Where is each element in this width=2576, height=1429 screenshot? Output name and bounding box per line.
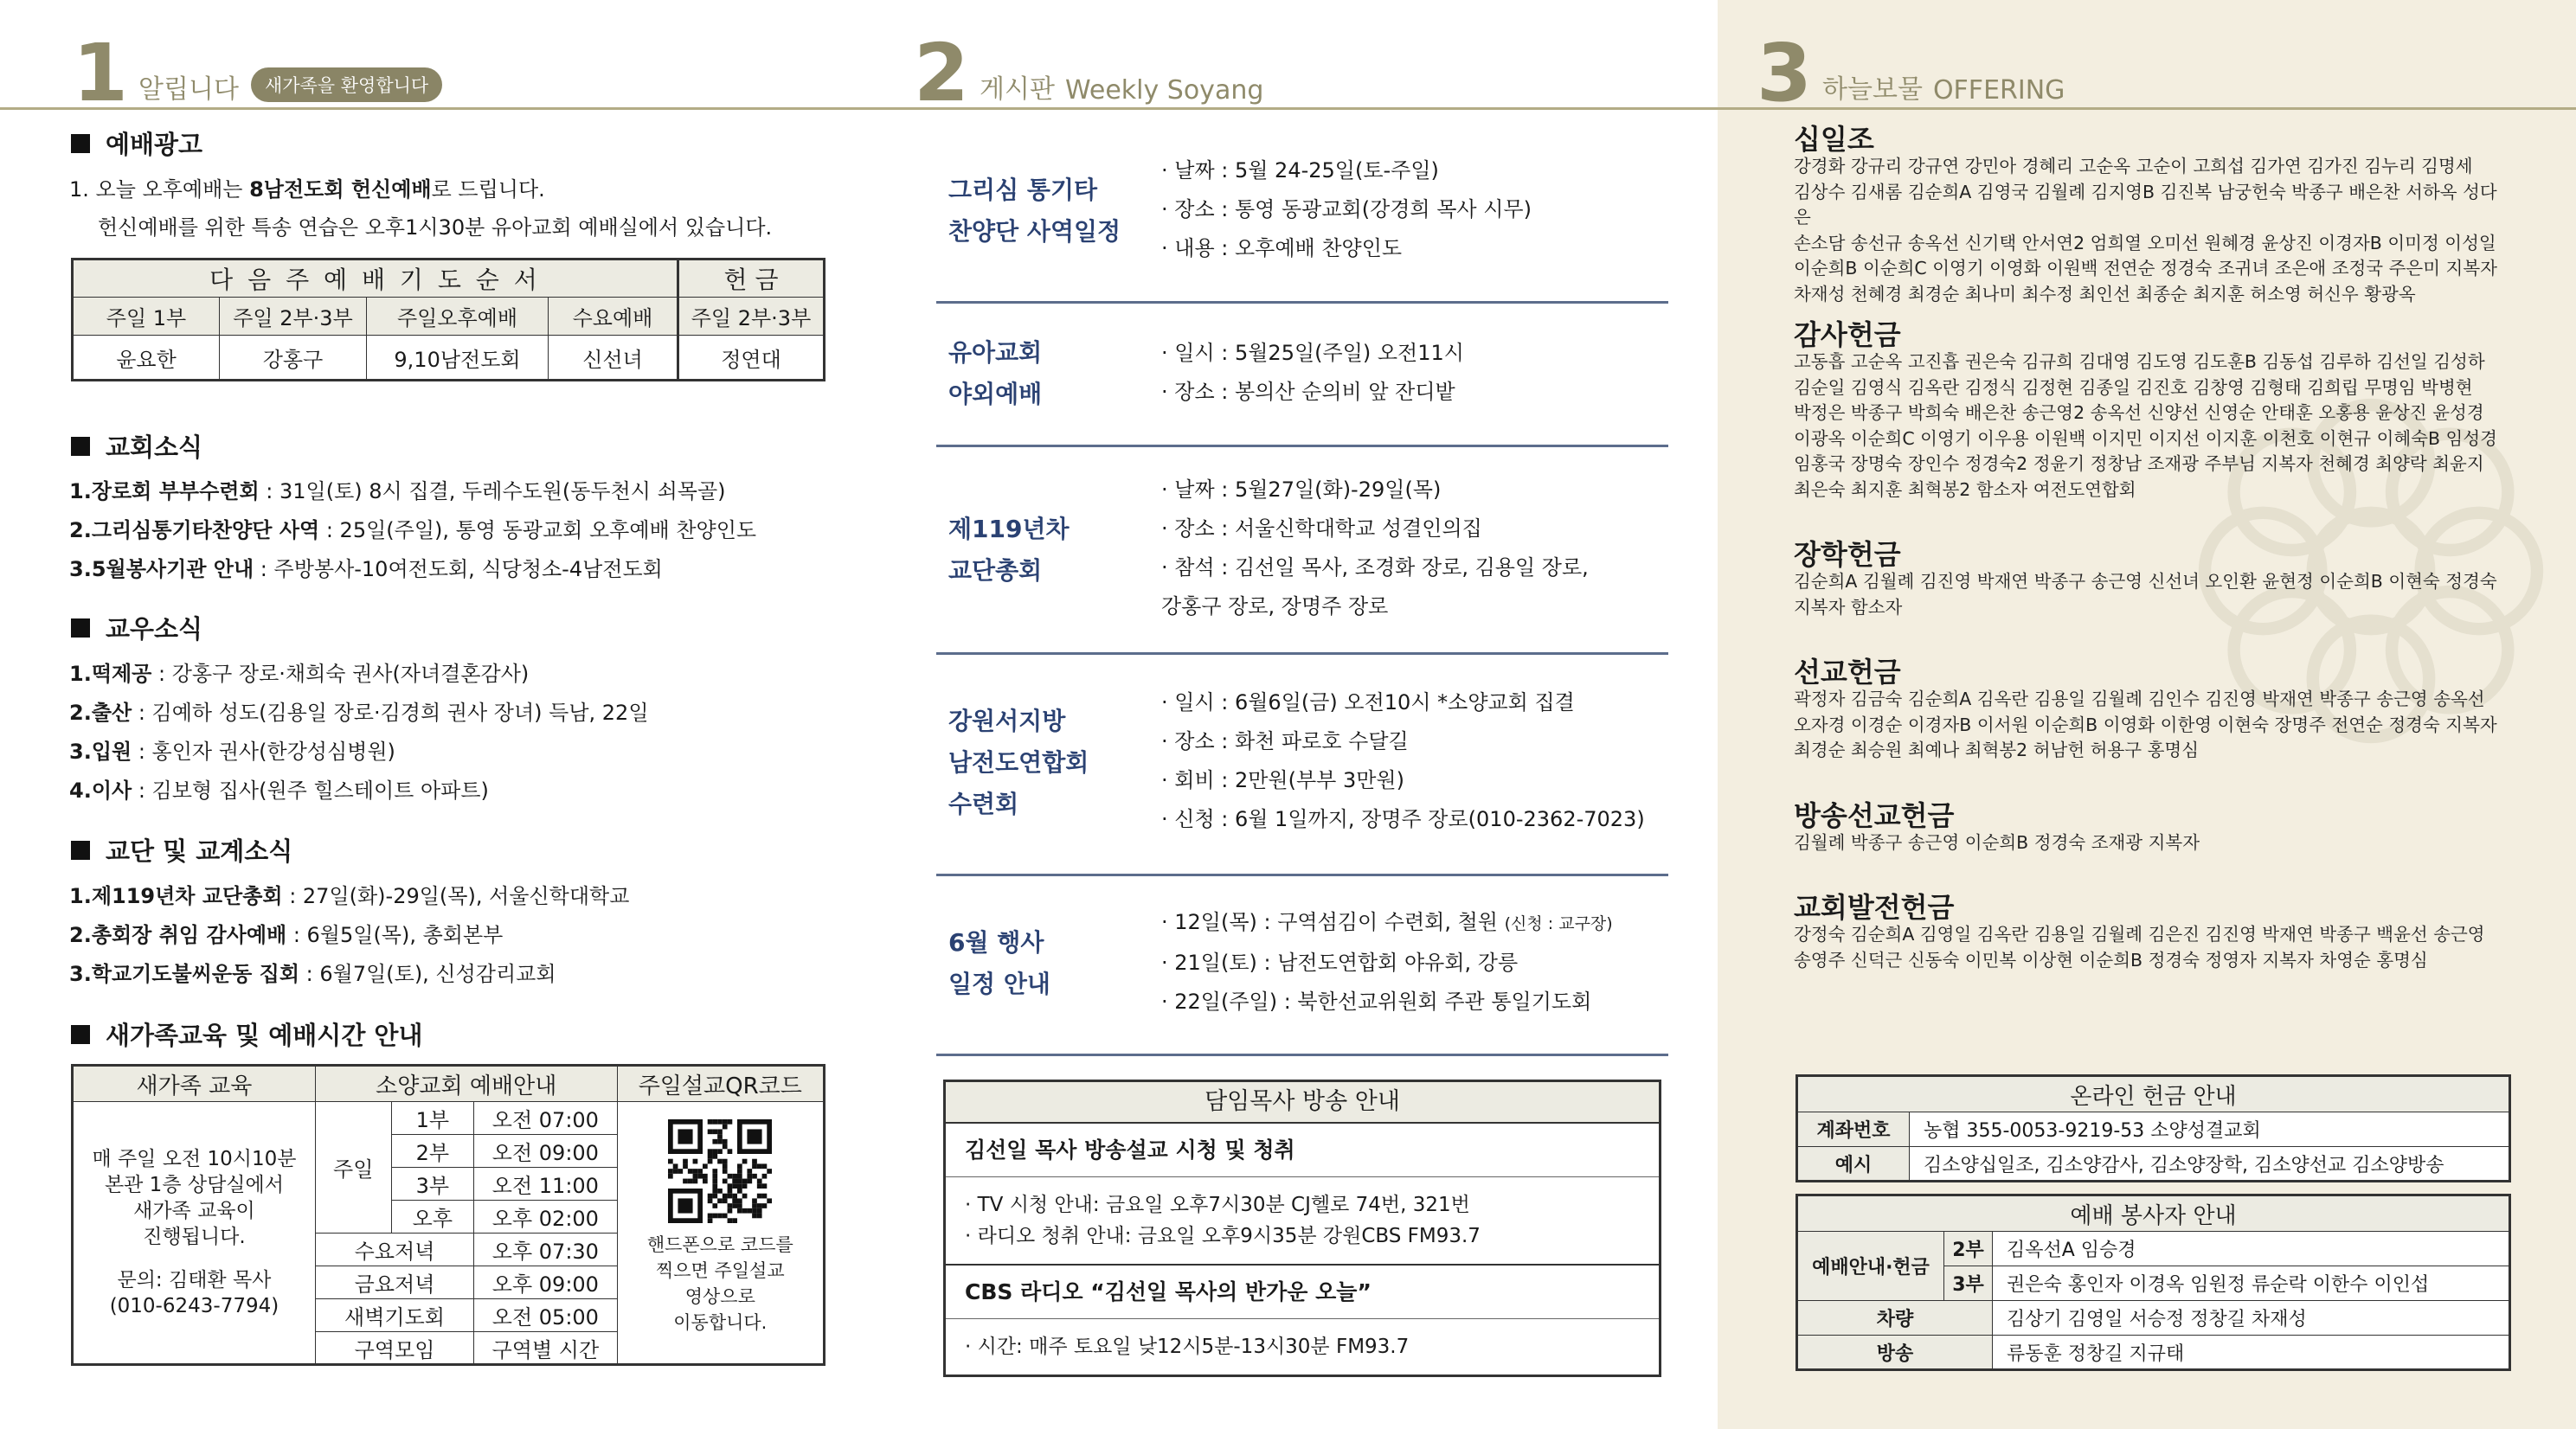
list-item: 1.제119년차 교단총회 : 27일(화)-29일(목), 서울신학대학교: [69, 884, 630, 908]
block-title: 강원서지방: [948, 707, 1066, 735]
row-label: 방송: [1797, 1336, 1993, 1370]
member-news-heading: 교우소식: [71, 610, 202, 645]
divider: [936, 874, 1668, 876]
offering-group-title: 감사헌금: [1794, 318, 1901, 351]
block-title: 일정 안내: [948, 970, 1050, 998]
offering-group-title: 교회발전헌금: [1794, 891, 1955, 924]
list-item: 2.그리심통기타찬양단 사역 : 25일(주일), 통영 동광교회 오후예배 찬양인도: [69, 518, 757, 542]
account-number[interactable]: 농협 355-0053-9219-53 소양성결교회: [1910, 1112, 2510, 1147]
col-header: 주일설교QR코드: [617, 1066, 824, 1102]
broadcast-tv-radio: · TV 시청 안내: 금요일 오후7시30분 CJ헬로 74번, 321번 · 라디오 청취 안내: 금요일 오후9시35분 강원CBS FM93.7: [946, 1177, 1659, 1266]
block-title: 6월 행사: [948, 928, 1044, 957]
list-item: 3.입원 : 홍인자 권사(한강성심병원): [69, 740, 395, 764]
section-number: 2: [914, 27, 970, 119]
prayer-order-title: 다 음 주 예 배 기 도 순 서: [73, 260, 678, 298]
block-item: · 장소 : 봉의산 순의비 앞 잔디밭: [1161, 380, 1455, 404]
broadcast-title: 담임목사 방송 안내: [946, 1082, 1659, 1124]
block-title: 유아교회: [948, 338, 1043, 367]
offering-group-names: 곽정자 김금숙 김순희A 김옥란 김용일 김월례 김인수 김진영 박재연 박종구 송근영 송옥선 오자경 이경순 이경자B 이서원 이순희B 이영화 이한영 이현숙 장명주 전연순 정경숙 지복자 최경순 최승원 최예나 최혁봉2 허남헌 허용구 홍명심: [1794, 689, 2497, 760]
list-item: 3.5월봉사기관 안내 : 주방봉사-10여전도회, 식당청소-4남전도회: [69, 557, 663, 581]
servers-names: 김옥선A 임승경: [1993, 1232, 2510, 1266]
qr-cell: 핸드폰으로 코드를 찍으면 주일설교 영상으로 이동합니다.: [617, 1102, 824, 1365]
block-item-note: (신청 : 교구장): [1504, 914, 1613, 933]
col-header: 소양교회 예배안내: [315, 1066, 617, 1102]
online-offering-title: 온라인 헌금 안내: [1797, 1076, 2510, 1112]
service-time: 오전 11:00: [474, 1168, 617, 1201]
broadcast-subtitle: 김선일 목사 방송설교 시청 및 청취: [946, 1124, 1659, 1177]
offering-group-title: 십일조: [1794, 123, 1874, 156]
sunday-label: 주일: [315, 1102, 391, 1234]
col-header: 주일 2부·3부: [678, 298, 825, 336]
offering-group-names: 김월례 박종구 송근영 이순희B 정경숙 조재광 지복자: [1794, 832, 2200, 853]
offering-group-title: 방송선교헌금: [1794, 799, 1955, 832]
list-item: 1.떡제공 : 강홍구 장로·채희숙 권사(자녀결혼감사): [69, 662, 530, 686]
block-title: 그리심 통기타: [948, 176, 1098, 204]
block-item: · 22일(주일) : 북한선교위원회 주관 통일기도회: [1161, 990, 1592, 1014]
service-name: 3부: [391, 1168, 474, 1201]
block-title: 야외예배: [948, 380, 1043, 408]
section-number: 1: [73, 27, 129, 119]
servers-table: [1795, 1194, 2511, 1371]
divider: [936, 445, 1668, 447]
bulletin-block: [936, 656, 1668, 874]
row-label: 계좌번호: [1797, 1112, 1910, 1147]
table-cell: 윤요한: [73, 336, 220, 381]
bulletin-block: [936, 448, 1668, 652]
divider: [936, 301, 1668, 304]
offering-title: 헌 금: [678, 260, 825, 298]
prayer-order-table: [71, 258, 825, 381]
bullet-square: [71, 134, 90, 153]
block-title: 찬양단 사역일정: [948, 217, 1121, 246]
col-header: 수요예배: [549, 298, 678, 336]
section-2-header: [914, 27, 1264, 119]
service-time: 오전 09:00: [474, 1135, 617, 1168]
col-header: 주일 2부·3부: [220, 298, 367, 336]
bulletin-block: [936, 147, 1668, 303]
section-subtitle: OFFERING: [1932, 75, 2065, 106]
bullet-square: [71, 618, 90, 638]
block-item: · 날짜 : 5월 24-25일(토-주일): [1161, 158, 1439, 183]
newcomer-heading: 새가족교육 및 예배시간 안내: [71, 1016, 422, 1052]
divider: [936, 1054, 1668, 1056]
worship-ad-line-2: 헌신예배를 위한 특송 연습은 오후1시30분 유아교회 예배실에서 있습니다.: [98, 215, 773, 240]
block-item: · 장소 : 서울신학대학교 성결인의집: [1161, 516, 1482, 541]
bullet-square: [71, 841, 90, 860]
section-subtitle: Weekly Soyang: [1064, 75, 1264, 106]
online-offering-table: [1795, 1074, 2511, 1182]
block-title: 제119년차: [948, 515, 1070, 543]
bullet-square: [71, 437, 90, 456]
service-time: 구역별 시간: [474, 1332, 617, 1365]
church-news-heading: 교회소식: [71, 428, 202, 464]
service-name: 수요저녁: [315, 1234, 473, 1266]
block-item: · 참석 : 김선일 목사, 조경화 장로, 김용일 장로,: [1161, 555, 1589, 580]
table-cell: 신선녀: [549, 336, 678, 381]
bullet-square: [71, 1025, 90, 1044]
worship-ad-heading: 예배광고: [71, 125, 202, 161]
bulletin-block: [936, 304, 1668, 446]
newcomer-table: [71, 1064, 825, 1366]
block-item: · 회비 : 2만원(부부 3만원): [1161, 768, 1404, 792]
block-title: 교단총회: [948, 556, 1043, 585]
section-1-header: [73, 27, 442, 119]
row-label: 2부: [1944, 1232, 1993, 1266]
section-title: 하늘보물: [1822, 74, 1923, 105]
denom-news-heading: 교단 및 교계소식: [71, 832, 292, 868]
worship-ad-line-1: 1. 오늘 오후예배는 8남전도회 헌신예배로 드립니다.: [69, 177, 545, 202]
col-header: 새가족 교육: [73, 1066, 316, 1102]
list-item: 3.학교기도불씨운동 집회 : 6월7일(토), 신성감리교회: [69, 962, 556, 986]
service-time: 오후 09:00: [474, 1266, 617, 1299]
col-header: 주일 1부: [73, 298, 220, 336]
block-item: · 일시 : 6월6일(금) 오전10시 *소양교회 집결: [1161, 690, 1575, 714]
table-cell: 정연대: [678, 336, 825, 381]
block-item: · 12일(목) : 구역섬김이 수련회, 철원 (신청 : 교구장): [1161, 910, 1613, 934]
service-name: 2부: [391, 1135, 474, 1168]
list-item: 1.장로회 부부수련회 : 31일(토) 8시 집결, 두레수도원(동두천시 쇠목골): [69, 479, 726, 503]
block-item: · 내용 : 오후예배 찬양인도: [1161, 236, 1403, 260]
service-name: 오후: [391, 1201, 474, 1234]
service-time: 오전 05:00: [474, 1299, 617, 1332]
service-name: 새벽기도회: [315, 1299, 473, 1332]
offering-group-title: 선교헌금: [1794, 656, 1901, 689]
offering-group-title: 장학헌금: [1794, 538, 1901, 571]
offering-group-names: 강경화 강규리 강규연 강민아 경혜리 고순옥 고순이 고희섭 김가연 김가진 김누리 김명세 김상수 김새롬 김순희A 김영국 김월례 김지영B 김진복 남궁헌숙 박종구 배은찬 서하옥 성다은 손소담 송선규 송옥선 신기택 안서연2 엄희열 오미선 원혜경 윤상진 이경자B 이미정 이성일 이순희B 이순희C 이영기 이영화 이원백 전연순 정경숙 조귀녀 조은애 조정국 주은미 지복자 차재성 천혜경 최경순 최나미 최수정 최인선 최종순 최지훈 허소영 허신우 황광옥: [1794, 156, 2497, 304]
section-3-header: [1757, 27, 2065, 119]
edu-info-cell: 매 주일 오전 10시10분 본관 1층 상담실에서 새가족 교육이 진행됩니다. 문의: 김태환 목사 (010-6243-7794): [73, 1102, 316, 1365]
block-item: · 일시 : 5월25일(주일) 오전11시: [1161, 341, 1464, 365]
block-item: · 21일(토) : 남전도연합회 야유회, 강릉: [1161, 951, 1519, 975]
offering-group-names: 김순희A 김월례 김진영 박재연 박종구 송근영 신선녀 오인환 윤현정 이순희B 이현숙 정경숙 지복자 함소자: [1794, 571, 2497, 618]
broadcast-subtitle: CBS 라디오 “김선일 목사의 반가운 오늘”: [946, 1266, 1659, 1319]
block-title: 수련회: [948, 790, 1019, 818]
broadcast-time: · 시간: 매주 토요일 낮12시5분-13시30분 FM93.7: [965, 1336, 1410, 1358]
bulletin-block: [936, 877, 1668, 1054]
section-number: 3: [1757, 27, 1813, 119]
block-item: 강홍구 장로, 장명주 장로: [1161, 594, 1389, 618]
col-header: 주일오후예배: [367, 298, 549, 336]
list-item: 2.총회장 취임 감사예배 : 6월5일(목), 총회본부: [69, 923, 504, 947]
row-label: 예시: [1797, 1147, 1910, 1182]
table-cell: 9,10남전도회: [367, 336, 549, 381]
service-name: 1부: [391, 1102, 474, 1135]
row-label: 차량: [1797, 1301, 1993, 1336]
servers-title: 예배 봉사자 안내: [1797, 1195, 2510, 1232]
table-cell: 강홍구: [220, 336, 367, 381]
block-item: · 날짜 : 5월27일(화)-29일(목): [1161, 477, 1442, 502]
service-time: 오후 02:00: [474, 1201, 617, 1234]
row-label: 예배안내·헌금: [1797, 1232, 1944, 1301]
row-label: 3부: [1944, 1266, 1993, 1301]
service-time: 오전 07:00: [474, 1102, 617, 1135]
block-item: · 장소 : 화천 파로호 수달길: [1161, 729, 1409, 753]
service-name: 금요저녁: [315, 1266, 473, 1299]
offering-group-names: 고동흡 고순옥 고진흡 권은숙 김규희 김대영 김도영 김도훈B 김동섭 김루하 김선일 김성하 김순일 김영식 김옥란 김정식 김정현 김종일 김진호 김창영 김형태 김희립 무명임 박병현 박정은 박종구 박희숙 배은찬 송근영2 송옥선 신양선 신영순 안태훈 오홍용 윤상진 윤성경 이광옥 이순희C 이영기 이우용 이원백 이지민 이지선 이지훈 이천호 이현규 이혜숙B 임성경 임홍국 장명숙 장인수 정경숙2 정윤기 정창남 조재광 주부님 지복자 천혜경 최양락 최윤지 최은숙 최지훈 최혁봉2 함소자 여전도연합회: [1794, 351, 2497, 500]
servers-names: 권은숙 홍인자 이경옥 임원정 류순락 이한수 이인섭: [1993, 1266, 2510, 1301]
list-item: 4.이사 : 김보형 집사(원주 힐스테이트 아파트): [69, 779, 489, 803]
qr-code-icon[interactable]: [668, 1119, 772, 1223]
service-name: 구역모임: [315, 1332, 473, 1365]
servers-names: 김상기 김영일 서승정 정창길 차재성: [1993, 1301, 2510, 1336]
broadcast-box: [943, 1080, 1661, 1377]
block-title: 남전도연합회: [948, 748, 1089, 777]
section-title: 알립니다: [138, 74, 239, 105]
offering-group-names: 강정숙 김순희A 김영일 김옥란 김용일 김월례 김은진 김진영 박재연 박종구 백윤선 송근영 송영주 신덕근 신동숙 이민복 이상현 이순희B 정경숙 정영자 지복자 차영순 홍명심: [1794, 924, 2485, 971]
block-item: · 장소 : 통영 동광교회(강경희 목사 시무): [1161, 197, 1532, 221]
block-item: · 신청 : 6월 1일까지, 장명주 장로(010-2362-7023): [1161, 807, 1645, 831]
servers-names: 류동훈 정창길 지규태: [1993, 1336, 2510, 1370]
divider: [936, 652, 1668, 655]
example-text: 김소양십일조, 김소양감사, 김소양장학, 김소양선교 김소양방송: [1910, 1147, 2510, 1182]
section-title: 게시판: [980, 74, 1055, 105]
welcome-badge: 새가족을 환영합니다: [251, 67, 442, 102]
service-time: 오후 07:30: [474, 1234, 617, 1266]
list-item: 2.출산 : 김예하 성도(김용일 장로·김경희 권사 장녀) 득남, 22일: [69, 701, 649, 725]
